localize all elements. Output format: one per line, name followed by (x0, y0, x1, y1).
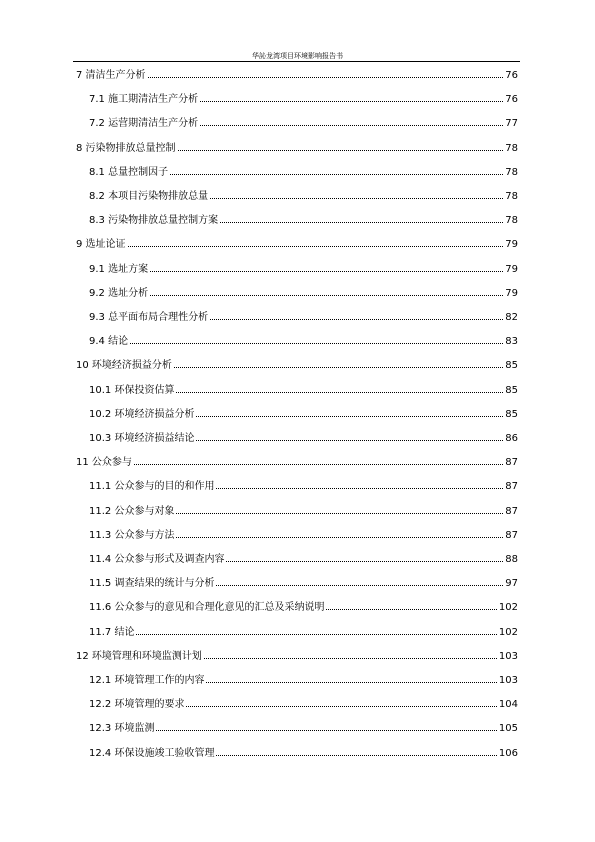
toc-dot-leader (200, 125, 503, 126)
toc-section-entry[interactable] (89, 214, 518, 228)
toc-dot-leader (150, 295, 503, 296)
toc-section-entry[interactable] (89, 601, 518, 615)
toc-page-number: 79 (505, 263, 518, 275)
toc-dot-leader (170, 174, 503, 175)
toc-page-number: 79 (505, 239, 518, 251)
toc-dot-leader (176, 513, 503, 514)
toc-dot-leader (176, 537, 503, 538)
toc-chapter-entry[interactable] (76, 650, 518, 664)
toc-dot-leader (174, 367, 503, 368)
toc-section-entry[interactable] (89, 93, 518, 107)
toc-dot-leader (226, 561, 503, 562)
toc-entry-title: 7.1 施工期清洁生产分析 (89, 94, 199, 106)
toc-dot-leader (326, 609, 496, 610)
toc-dot-leader (186, 706, 496, 707)
toc-section-entry[interactable] (89, 626, 518, 640)
toc-page-number: 87 (505, 529, 518, 541)
toc-chapter-entry[interactable] (76, 238, 518, 252)
toc-dot-leader (216, 755, 496, 756)
toc-dot-leader (196, 440, 503, 441)
toc-entry-title: 9.4 结论 (89, 336, 129, 348)
toc-dot-leader (134, 464, 503, 465)
toc-dot-leader (200, 101, 503, 102)
toc-page-number: 76 (505, 94, 518, 106)
toc-page-number: 87 (505, 457, 518, 469)
toc-section-entry[interactable] (89, 747, 518, 761)
running-header: 华訫龙湾项目环境影响报告书 (252, 52, 343, 60)
toc-page-number: 86 (505, 433, 518, 444)
toc-page-number: 82 (505, 312, 518, 323)
toc-page-number: 103 (498, 650, 518, 662)
toc-entry-title: 9.1 选址方案 (89, 263, 149, 275)
toc-entry-title: 11.4 公众参与形式及调查内容 (89, 554, 225, 565)
toc-page-number: 102 (498, 602, 518, 614)
toc-entry-title: 12 环境管理和环境监测计划 (76, 650, 202, 662)
toc-page-number: 78 (505, 215, 518, 227)
toc-chapter-entry[interactable] (76, 69, 518, 83)
toc-entry-title: 10.3 环境经济损益结论 (89, 433, 195, 444)
toc-entry-title: 10.1 环保投资估算 (89, 384, 175, 396)
toc-section-entry[interactable] (89, 722, 518, 736)
toc-page-number: 87 (505, 505, 518, 517)
toc-section-entry[interactable] (89, 553, 518, 567)
toc-section-entry[interactable] (89, 432, 518, 446)
toc-section-entry[interactable] (89, 117, 518, 131)
toc-entry-title: 11.1 公众参与的目的和作用 (89, 481, 215, 493)
toc-page-number: 85 (505, 384, 518, 396)
toc-page-number: 103 (498, 675, 518, 686)
toc-dot-leader (156, 730, 496, 731)
toc-entry-title: 11.2 公众参与对象 (89, 505, 175, 517)
toc-page-number: 102 (498, 626, 518, 638)
toc-entry-title: 10.2 环境经济损益分析 (89, 408, 195, 420)
toc-page-number: 78 (505, 142, 518, 154)
toc-page-number: 78 (505, 191, 518, 202)
toc-dot-leader (204, 658, 497, 659)
header-rule (73, 61, 520, 62)
toc-page-number: 97 (505, 578, 518, 590)
toc-entry-title: 11.7 结论 (89, 626, 135, 638)
toc-dot-leader (150, 271, 503, 272)
toc-entry-title: 11.5 调查结果的统计与分析 (89, 578, 215, 590)
toc-chapter-entry[interactable] (76, 142, 518, 156)
toc-entry-title: 12.4 环保设施竣工验收管理 (89, 747, 215, 759)
toc-section-entry[interactable] (89, 408, 518, 422)
toc-entry-title: 12.1 环境管理工作的内容 (89, 675, 205, 686)
toc-entry-title: 10 环境经济损益分析 (76, 360, 172, 372)
toc-chapter-entry[interactable] (76, 456, 518, 470)
toc-page-number: 83 (505, 336, 518, 348)
toc-entry-title: 9 选址论证 (76, 239, 126, 251)
toc-page-number: 76 (505, 70, 518, 81)
toc-dot-leader (216, 488, 503, 489)
toc-section-entry[interactable] (89, 311, 518, 325)
toc-dot-leader (148, 77, 504, 78)
toc-entry-title: 9.3 总平面布局合理性分析 (89, 312, 209, 323)
toc-page-number: 87 (505, 481, 518, 493)
toc-entry-title: 7.2 运营期清洁生产分析 (89, 118, 199, 130)
toc-section-entry[interactable] (89, 384, 518, 398)
toc-chapter-entry[interactable] (76, 359, 518, 373)
toc-section-entry[interactable] (89, 166, 518, 180)
toc-entry-title: 8 污染物排放总量控制 (76, 142, 176, 154)
toc-section-entry[interactable] (89, 529, 518, 543)
toc-entry-title: 11.3 公众参与方法 (89, 529, 175, 541)
toc-dot-leader (178, 150, 504, 151)
toc-dot-leader (128, 246, 504, 247)
toc-page-number: 77 (505, 118, 518, 130)
toc-dot-leader (210, 198, 503, 199)
toc-dot-leader (210, 319, 503, 320)
toc-section-entry[interactable] (89, 263, 518, 277)
toc-section-entry[interactable] (89, 287, 518, 301)
toc-page-number: 85 (505, 408, 518, 420)
toc-entry-title: 11.6 公众参与的意见和合理化意见的汇总及采纳说明 (89, 602, 325, 614)
toc-dot-leader (220, 222, 503, 223)
toc-section-entry[interactable] (89, 577, 518, 591)
toc-section-entry[interactable] (89, 190, 518, 204)
toc-page-number: 105 (498, 723, 518, 735)
toc-section-entry[interactable] (89, 674, 518, 688)
toc-entry-title: 8.1 总量控制因子 (89, 166, 169, 178)
toc-dot-leader (216, 585, 503, 586)
toc-page-number: 104 (498, 699, 518, 711)
toc-dot-leader (176, 392, 503, 393)
toc-dot-leader (136, 634, 496, 635)
toc-entry-title: 9.2 选址分析 (89, 287, 149, 299)
toc-section-entry[interactable] (89, 698, 518, 712)
toc-page-number: 85 (505, 360, 518, 372)
toc-dot-leader (196, 416, 503, 417)
toc-entry-title: 12.2 环境管理的要求 (89, 699, 185, 711)
toc-section-entry[interactable] (89, 505, 518, 519)
toc-section-entry[interactable] (89, 335, 518, 349)
toc-dot-leader (206, 682, 496, 683)
toc-page-number: 88 (505, 554, 518, 565)
toc-entry-title: 12.3 环境监测 (89, 723, 155, 735)
toc-page-number: 79 (505, 287, 518, 299)
toc-dot-leader (130, 343, 503, 344)
toc-entry-title: 7 清洁生产分析 (76, 70, 146, 81)
toc-entry-title: 8.2 本项目污染物排放总量 (89, 191, 209, 202)
toc-page-number: 78 (505, 166, 518, 178)
toc-section-entry[interactable] (89, 480, 518, 494)
toc-page-number: 106 (498, 747, 518, 759)
toc-entry-title: 11 公众参与 (76, 457, 132, 469)
toc-entry-title: 8.3 污染物排放总量控制方案 (89, 215, 219, 227)
